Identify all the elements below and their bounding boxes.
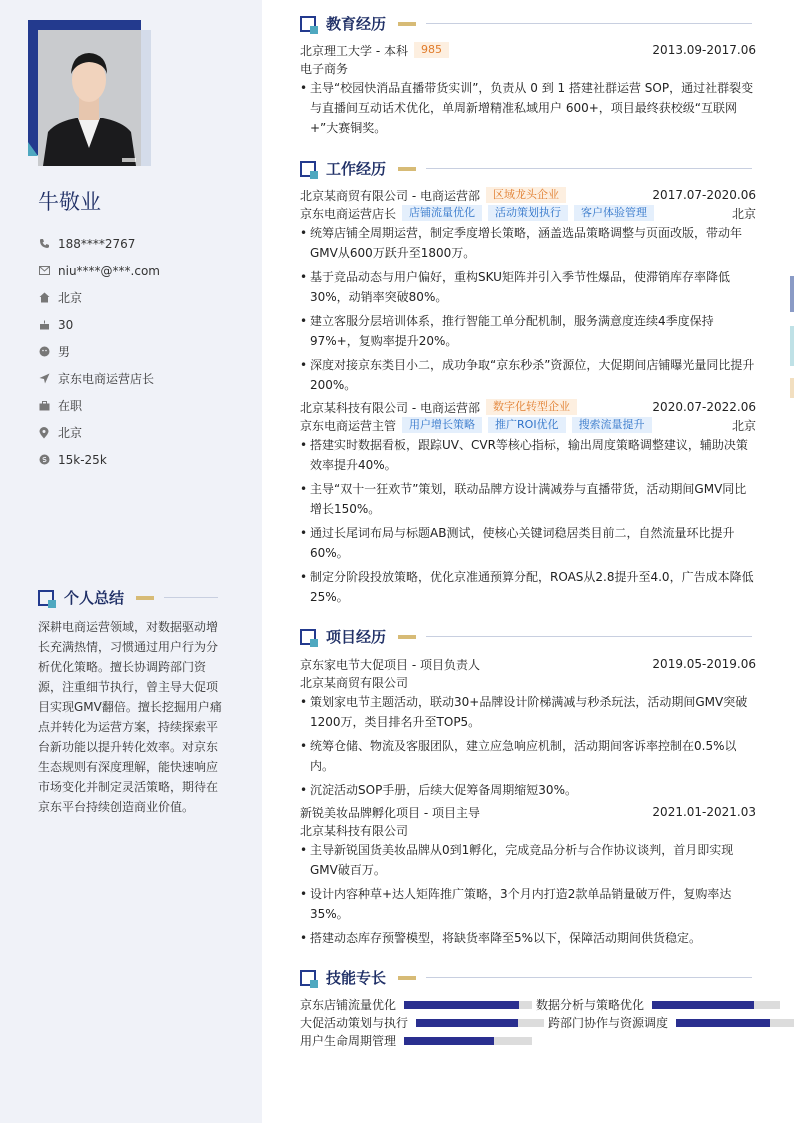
- project-dates: 2021.01-2021.03: [652, 805, 756, 819]
- skills-title: 技能专长: [326, 969, 387, 987]
- school-badge: 985: [414, 42, 449, 58]
- list-item: • 统筹店铺全周期运营，制定季度增长策略，涵盖选品策略调整与页面改版，带动年GMV从600万跃升至1800万。: [300, 223, 756, 263]
- company-name: 北京某商贸有限公司 - 电商运营部: [300, 188, 480, 203]
- job-dates: 2020.07-2022.06: [652, 400, 756, 414]
- job-2: [300, 398, 756, 611]
- school-name: 北京理工大学 - 本科: [300, 43, 408, 58]
- job-1: [300, 186, 756, 399]
- summary-text: 深耕电商运营领域，对数据驱动增长充满热情，习惯通过用户行为分析优化策略。擅长协调跨部门资源，注重细节执行，曾主导大促项目实现GMV翻倍。擅长挖掘用户痛点并转化为运营方案，持续探索平台新功能以提升转化效率。对京东生态规则有深度理解，能快速响应市场变化并制定灵活策略，期待在京东平台持续创造商业价值。: [38, 620, 222, 814]
- project-name: 新锐美妆品牌孵化项目 - 项目主导: [300, 805, 480, 820]
- skill-name: 用户生命周期管理: [300, 1034, 397, 1048]
- section-gold-dash: [398, 22, 416, 26]
- skill-tag: 活动策划执行: [488, 205, 568, 221]
- skill-bar-fill: [404, 1001, 519, 1009]
- skill-name: 数据分析与策略优化: [536, 998, 645, 1012]
- list-item: • 主导“双十一狂欢节”策划，联动品牌方设计满减券与直播带货，活动期间GMV同比增长150%。: [300, 479, 756, 519]
- face-icon: [38, 346, 50, 358]
- list-item: • 主导新锐国货美妆品牌从0到1孵化，完成竞品分析与合作协议谈判，首月即实现GMV破百万。: [300, 840, 756, 880]
- skill-item: [548, 1014, 794, 1031]
- company-name: 北京某科技有限公司 - 电商运营部: [300, 400, 480, 415]
- projects-header: [300, 626, 752, 647]
- summary-header: [38, 587, 218, 608]
- edge-marker: [790, 276, 794, 312]
- education-dates: 2013.09-2017.06: [652, 43, 756, 57]
- list-item: • 基于竞品动态与用户偏好，重构SKU矩阵并引入季节性爆品，使滞销库存率降低30%，动销率突破80%。: [300, 267, 756, 307]
- projects-title: 项目经历: [326, 628, 387, 646]
- edge-marker: [790, 378, 794, 398]
- list-item: • 沉淀活动SOP手册，后续大促筹备周期缩短30%。: [300, 780, 756, 800]
- section-square-icon: [300, 970, 316, 986]
- skill-item: [536, 996, 780, 1013]
- skill-tag: 推广ROI优化: [488, 417, 566, 433]
- skill-tag: 客户体验管理: [574, 205, 654, 221]
- phone-text: 188****2767: [58, 236, 136, 251]
- skill-bar: [676, 1019, 794, 1027]
- project-company: 北京某科技有限公司: [300, 823, 409, 838]
- city-row: [38, 284, 160, 311]
- age-row: [38, 311, 160, 338]
- phone-row: [38, 230, 160, 257]
- skill-item: [300, 1014, 544, 1031]
- skill-tag: 店铺流量优化: [402, 205, 482, 221]
- work-title: 工作经历: [326, 160, 387, 178]
- skill-tag: 搜索流量提升: [572, 417, 652, 433]
- list-item: • 设计内容种草+达人矩阵推广策略，3个月内打造2款单品销量破万件，复购率达35%。: [300, 884, 756, 924]
- pin-icon: [38, 427, 50, 439]
- status-row: [38, 392, 160, 419]
- briefcase-icon: [38, 400, 50, 412]
- skill-bar: [652, 1001, 780, 1009]
- skill-tag: 用户增长策略: [402, 417, 482, 433]
- section-gold-dash: [398, 167, 416, 171]
- section-square-icon: [300, 16, 316, 32]
- list-item: • 建立客服分层培训体系，推行智能工单分配机制，服务满意度连续4季度保持97%+，复购率提升20%。: [300, 311, 756, 351]
- gender-text: 男: [58, 345, 71, 359]
- company-badge: 区域龙头企业: [486, 187, 566, 203]
- skill-name: 跨部门协作与资源调度: [548, 1016, 669, 1030]
- email-icon: [38, 265, 50, 277]
- project-dates: 2019.05-2019.06: [652, 657, 756, 671]
- email-text: niu****@***.com: [58, 263, 160, 278]
- section-gold-dash: [398, 635, 416, 639]
- skill-item: [300, 1032, 532, 1049]
- salary-text: 15k-25k: [58, 452, 107, 467]
- contact-info: [38, 230, 160, 473]
- gender-row: [38, 338, 160, 365]
- skill-item: [300, 996, 532, 1013]
- candidate-name: 牛敬业: [38, 190, 101, 214]
- section-gold-dash: [398, 976, 416, 980]
- project-1: [300, 655, 756, 804]
- phone-icon: [38, 238, 50, 250]
- list-item: • 搭建实时数据看板，跟踪UV、CVR等核心指标，输出周度策略调整建议，辅助决策效率提升40%。: [300, 435, 756, 475]
- list-item: • 统筹仓储、物流及客服团队，建立应急响应机制，活动期间客诉率控制在0.5%以内。: [300, 736, 756, 776]
- section-gold-dash: [136, 596, 154, 600]
- list-item: • 策划家电节主题活动，联动30+品牌设计阶梯满减与秒杀玩法，活动期间GMV突破1200万，类目排名升至TOP5。: [300, 692, 756, 732]
- list-item: • 深度对接京东类目小二，成功争取“京东秒杀”资源位，大促期间店铺曝光量同比提升200%。: [300, 355, 756, 395]
- major: 电子商务: [300, 61, 349, 76]
- education-title: 教育经历: [326, 15, 387, 33]
- section-divider: [164, 597, 218, 598]
- skills-header: [300, 967, 752, 988]
- location-row: [38, 419, 160, 446]
- skill-bar-fill: [416, 1019, 518, 1027]
- sidebar: [0, 0, 262, 1123]
- list-item: • 搭建动态库存预警模型，将缺货率降至5%以下，保障活动期间供货稳定。: [300, 928, 756, 948]
- position-row: [38, 365, 160, 392]
- section-divider: [426, 636, 752, 637]
- summary-title: 个人总结: [64, 589, 125, 607]
- job-location: 北京: [731, 206, 756, 221]
- status-text: 在职: [58, 399, 83, 413]
- job-location: 北京: [731, 418, 756, 433]
- position-text: 京东电商运营店长: [58, 372, 155, 386]
- education-header: [300, 13, 752, 34]
- education-block: [300, 41, 756, 142]
- cake-icon: [38, 319, 50, 331]
- section-square-icon: [38, 590, 54, 606]
- send-icon: [38, 373, 50, 385]
- edge-marker: [790, 326, 794, 366]
- city-text: 北京: [58, 291, 83, 305]
- skill-bar: [404, 1037, 532, 1045]
- list-item: • 制定分阶段投放策略，优化京准通预算分配，ROAS从2.8提升至4.0，广告成本降低25%。: [300, 567, 756, 607]
- project-2: [300, 803, 756, 952]
- skill-bar: [404, 1001, 532, 1009]
- project-company: 北京某商贸有限公司: [300, 675, 409, 690]
- home-icon: [38, 292, 50, 304]
- skill-bar-fill: [652, 1001, 754, 1009]
- list-item: • 通过长尾词布局与标题AB测试，使核心关键词稳居类目前二，自然流量环比提升60%。: [300, 523, 756, 563]
- money-icon: [38, 454, 50, 466]
- list-item: • 主导“校园快消品直播带货实训”，负责从 0 到 1 搭建社群运营 SOP，通过社群裂变与直播间互动话术优化，单周新增精准私域用户 600+，项目最终获校级“互联网+”大赛铜奖。: [300, 78, 756, 138]
- work-header: [300, 158, 752, 179]
- section-divider: [426, 977, 752, 978]
- salary-row: [38, 446, 160, 473]
- section-square-icon: [300, 161, 316, 177]
- section-divider: [426, 23, 752, 24]
- job-dates: 2017.07-2020.06: [652, 188, 756, 202]
- job-role: 京东电商运营主管: [300, 418, 397, 433]
- company-badge: 数字化转型企业: [486, 399, 577, 415]
- section-divider: [426, 168, 752, 169]
- job-role: 京东电商运营店长: [300, 206, 397, 221]
- email-row: [38, 257, 160, 284]
- project-name: 京东家电节大促项目 - 项目负责人: [300, 657, 480, 672]
- skill-name: 大促活动策划与执行: [300, 1016, 409, 1030]
- section-square-icon: [300, 629, 316, 645]
- skill-bar: [416, 1019, 544, 1027]
- skill-bar-fill: [404, 1037, 494, 1045]
- profile-photo: [38, 30, 141, 166]
- age-text: 30: [58, 317, 74, 332]
- skill-name: 京东店铺流量优化: [300, 998, 397, 1012]
- location-text: 北京: [58, 426, 83, 440]
- skill-bar-fill: [676, 1019, 770, 1027]
